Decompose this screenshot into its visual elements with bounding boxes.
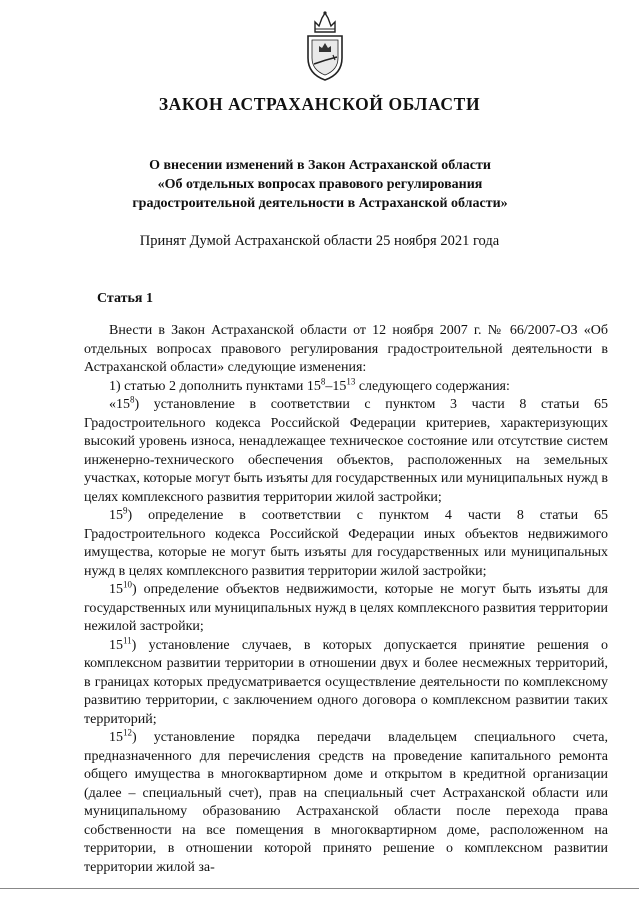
coat-of-arms-icon xyxy=(300,10,350,82)
article-point: $15^{11}$) установление случаев, в которых допускается принятие решения о комплексном развитии территории в отношении двух и более несмежных территорий, в границах которых предусматривается осуществление деятельности по комплексному развитию территории, с заключением одного договора о комплексном развитии таких территорий; xyxy=(84,634,608,727)
article-intro: Внести в Закон Астраханской области от 12 ноября 2007 г. № 66/2007-ОЗ «Об отдельных вопросах правового регулирования градостроительной деятельности в Астраханской области» следующие изменения: xyxy=(84,323,608,375)
page-bottom-divider xyxy=(0,888,639,889)
article-point: «$15^8$) установление в соответствии с пунктом 3 части 8 статьи 65 Градостроительного кодекса Российской Федерации критериев, характеризующих высокий уровень износа, ненадлежащее техническое состояние или отсутствие систем инженерно-технического обеспечения объектов, расположенных на земельных участках, которые могут быть изъяты для государственных или муниципальных нужд в целях комплексного развития территории жилой застройки; xyxy=(84,394,608,505)
article-item-1: 1) статью 2 дополнить пунктами $15^8-15^{13}$ следующего содержания: xyxy=(109,375,510,394)
article-point: $15^{12}$) установление порядка передачи владельцем специального счета, предназначенного для перечисления средств на проведение капитального ремонта общего имущества в многоквартирном доме и открытом в кредитной организации (далее – специальный счет), прав на специальный счет Астраханской области или муниципальному образованию Астраханской области после перехода права собственности на все помещения в многоквартирном доме, расположенном на территории, в отношении которой принято решение о комплексном развитии территории жилой за- xyxy=(84,727,608,875)
article-heading: Статья 1 xyxy=(97,291,153,306)
subject-line: «Об отдельных вопросах правового регулирования xyxy=(157,177,483,192)
article-point: $15^{10}$) определение объектов недвижимости, которые не могут быть изъяты для государственных или муниципальных нужд в целях комплексного развития территории нежилой застройки; xyxy=(84,579,609,634)
adoption-line: Принят Думой Астраханской области 25 ноября 2021 года xyxy=(139,233,500,249)
subject-line: градостроительной деятельности в Астраханской области» xyxy=(132,196,508,211)
law-subject xyxy=(60,156,580,213)
law-title: ЗАКОН АСТРАХАНСКОЙ ОБЛАСТИ xyxy=(158,94,481,114)
subject-line: О внесении изменений в Закон Астраханской области xyxy=(149,158,491,173)
article-body xyxy=(84,322,608,877)
article-point: $15^9$) определение в соответствии с пунктом 4 части 8 статьи 65 Градостроительного кодекса Российской Федерации иных объектов недвижимого имущества, которые не могут быть изъяты для государственных или муниципальных нужд в целях комплексного развития территории жилой застройки; xyxy=(84,505,608,579)
